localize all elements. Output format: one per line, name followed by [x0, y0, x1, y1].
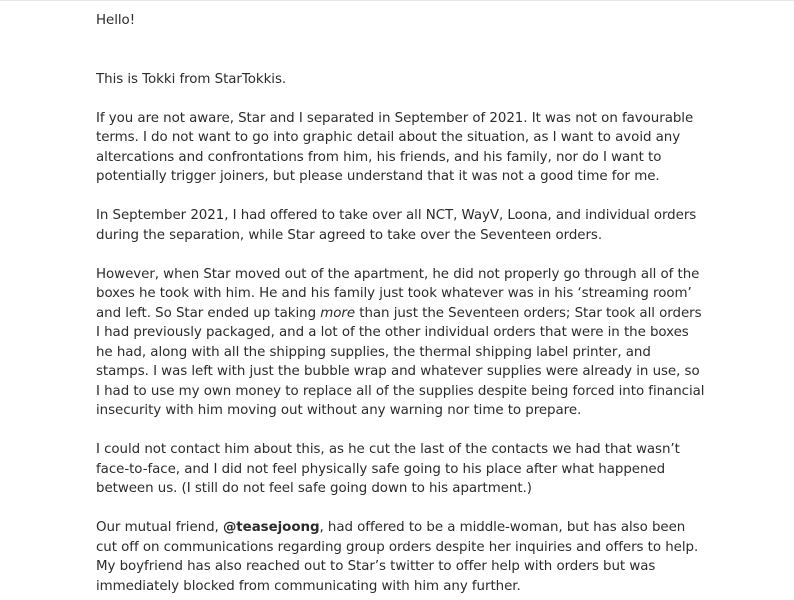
orders-offer-paragraph: In September 2021, I had offered to take over all NCT, WayV, Loona, and individual orders during the separation, while Star agreed to take over the Seventeen orders. [96, 208, 697, 243]
mutual-friend-text-2: , had offered to be a middle-woman, but has also been cut off on communications regarding group orders despite her inquiries and offers to help. My boyfriend has also reached out to Star’s twitter to offer help with orders but was immediately blocked from communicating with him any further. [96, 520, 699, 594]
greeting-text: Hello! [96, 13, 136, 28]
move-out-paragraph [96, 265, 706, 421]
separation-paragraph: If you are not aware, Star and I separated in September of 2021. It was not on favourable terms. I do not want to go into graphic detail about the situation, as I want to avoid any altercations and confrontations from him, his friends, and his family, nor do I want to potentially trigger joiners, but please understand that it was not a good time for me. [96, 110, 694, 184]
mutual-friend-text-1: Our mutual friend, [96, 520, 223, 535]
intro-paragraph: This is Tokki from StarTokkis. [96, 71, 287, 87]
move-out-text-1: However, when Star moved out of the apartment, he did not properly go through all of the boxes he took with him. He and his family just took whatever was in his ‘streaming room’ and left. So Star ended up taking [96, 266, 700, 321]
mention-teasejoong[interactable]: @teasejoong [222, 520, 320, 535]
document-body [96, 11, 706, 600]
emphasis-more: more [320, 305, 356, 321]
contact-paragraph: I could not contact him about this, as he cut the last of the contacts we had that wasn’t face-to-face, and I did not feel physically safe going to his place after what happened between us. (I still do not feel safe going down to his apartment.) [96, 442, 680, 496]
move-out-text-2: than just the Seventeen orders; Star took all orders I had previously packaged, and a lot of the other individual orders that were in the boxes he had, along with all the shipping supplies, the thermal shipping label printer, and stamps. I was left with just the bubble wrap and whatever supplies were already in use, so I had to use my own money to replace all of the supplies despite being forced into financial insecurity with him moving out without any warning nor time to prepare. [96, 305, 705, 418]
mutual-friend-paragraph [96, 518, 706, 596]
